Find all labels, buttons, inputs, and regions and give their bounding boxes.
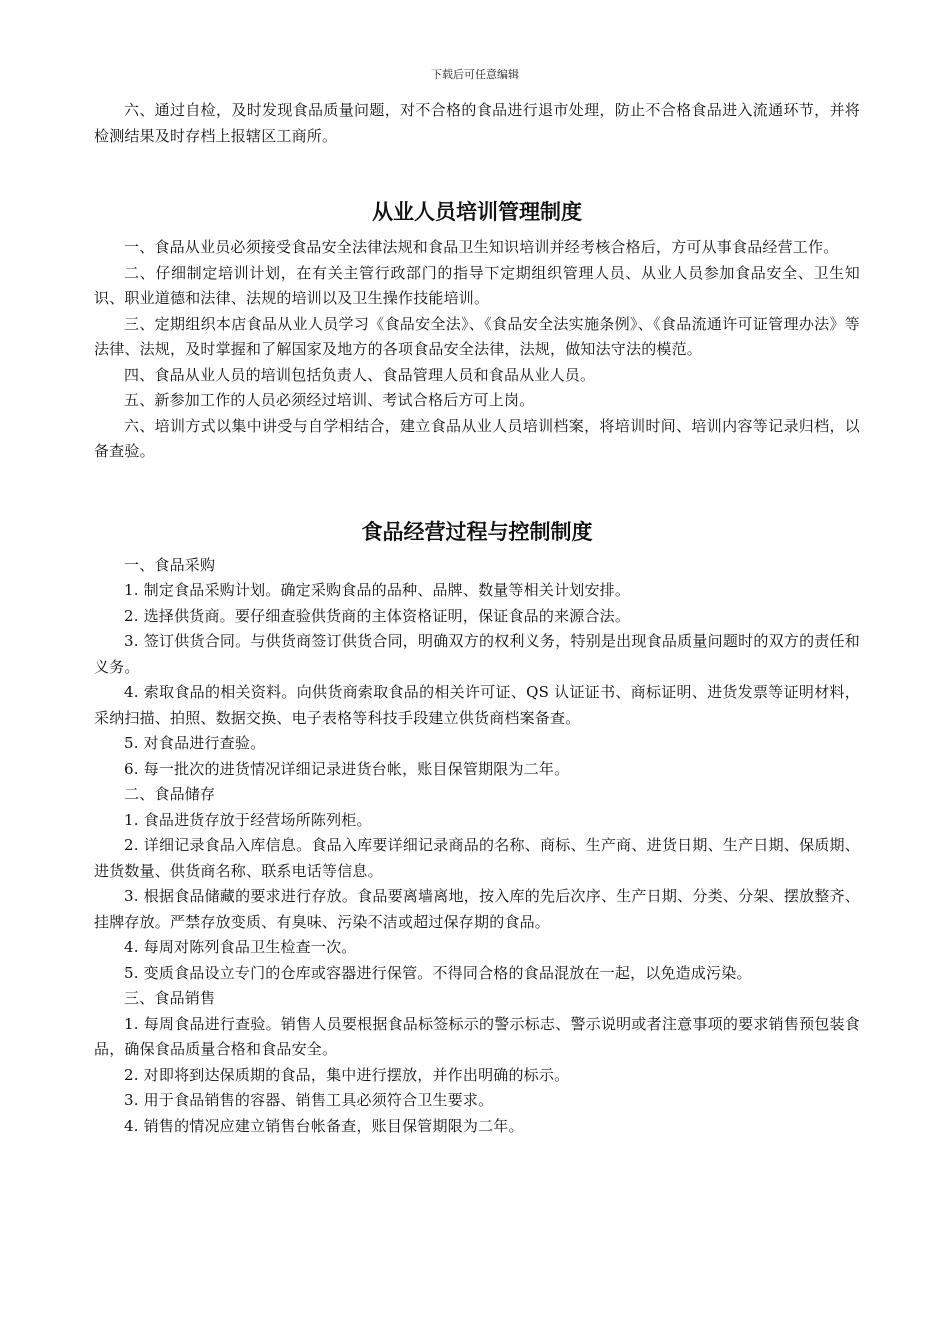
paragraph: 4. 销售的情况应建立销售台帐备查，账目保管期限为二年。	[124, 1116, 524, 1135]
paragraph: 四、食品从业人员的培训包括负责人、食品管理人员和食品从业人员。	[124, 365, 596, 384]
paragraph: 6. 每一批次的进货情况详细记录进货台帐，账目保管期限为二年。	[124, 759, 570, 778]
paragraph: 二、仔细制定培训计划，在有关主管行政部门的指导下定期组织管理人员、从业人员参加食品安全、卫生知识、职业道德和法律、法规的培训以及卫生操作技能培训。	[94, 263, 860, 307]
paragraph: 2. 对即将到达保质期的食品，集中进行摆放，并作出明确的标示。	[124, 1065, 570, 1084]
document-body	[94, 98, 860, 1139]
paragraph: 三、定期组织本店食品从业人员学习《食品安全法》、《食品安全法实施条例》、《食品流通许可证管理办法》等法律、法规，及时掌握和了解国家及地方的各项食品安全法律，法规，做知法守法的模范。	[94, 314, 860, 358]
paragraph: 3. 签订供货合同。与供货商签订供货合同，明确双方的权利义务，特别是出现食品质量问题时的双方的责任和义务。	[94, 632, 860, 676]
paragraph: 1. 制定食品采购计划。确定采购食品的品种、品牌、数量等相关计划安排。	[124, 581, 631, 599]
section-title-training: 从业人员培训管理制度	[372, 200, 582, 224]
paragraph: 六、培训方式以集中讲受与自学相结合，建立食品从业人员培训档案，将培训时间、培训内容等记录归档，以备查验。	[94, 416, 860, 460]
paragraph: 2. 详细记录食品入库信息。食品入库要详细记录商品的名称、商标、生产商、进货日期、生产日期、保质期、进货数量、供货商名称、联系电话等信息。	[94, 836, 860, 880]
paragraph: 3. 用于食品销售的容器、销售工具必须符合卫生要求。	[124, 1091, 494, 1109]
paragraph: 一、食品从业员必须接受食品安全法律法规和食品卫生知识培训并经考核合格后，方可从事食品经营工作。	[124, 238, 839, 256]
subheading: 一、食品采购	[124, 555, 216, 574]
paragraph: 3. 根据食品储藏的要求进行存放。食品要离墙离地，按入库的先后次序、生产日期、分类、分架、摆放整齐、挂牌存放。严禁存放变质、有臭味、污染不洁或超过保存期的食品。	[94, 887, 860, 931]
paragraph: 4. 每周对陈列食品卫生检查一次。	[124, 938, 357, 956]
paragraph: 1. 每周食品进行查验。销售人员要根据食品标签标示的警示标志、警示说明或者注意事项的要求销售预包装食品，确保食品质量合格和食品安全。	[94, 1014, 860, 1058]
paragraph: 4. 索取食品的相关资料。向供货商索取食品的相关许可证、QS 认证证书、商标证明、进货发票等证明材料，采纳扫描、拍照、数据交换、电子表格等科技手段建立供货商档案备查。	[94, 683, 860, 727]
section-title-operations: 食品经营过程与控制制度	[361, 519, 593, 544]
page-header: 下载后可任意编辑	[431, 68, 519, 81]
subheading: 三、食品销售	[124, 989, 216, 1007]
intro-paragraph: 六、通过自检，及时发现食品质量问题，对不合格的食品进行退市处理，防止不合格食品进入流通环节，并将检测结果及时存档上报辖区工商所。	[94, 101, 860, 145]
paragraph: 5. 对食品进行查验。	[124, 734, 266, 752]
paragraph: 1. 食品进货存放于经营场所陈列柜。	[124, 810, 372, 829]
paragraph: 五、新参加工作的人员必须经过培训、考试合格后方可上岗。	[124, 391, 535, 409]
paragraph: 2. 选择供货商。要仔细查验供货商的主体资格证明，保证食品的来源合法。	[124, 606, 631, 625]
paragraph: 5. 变质食品设立专门的仓库或容器进行保管。不得同合格的食品混放在一起，以免造成污染。	[124, 963, 752, 982]
subheading: 二、食品储存	[124, 785, 216, 803]
